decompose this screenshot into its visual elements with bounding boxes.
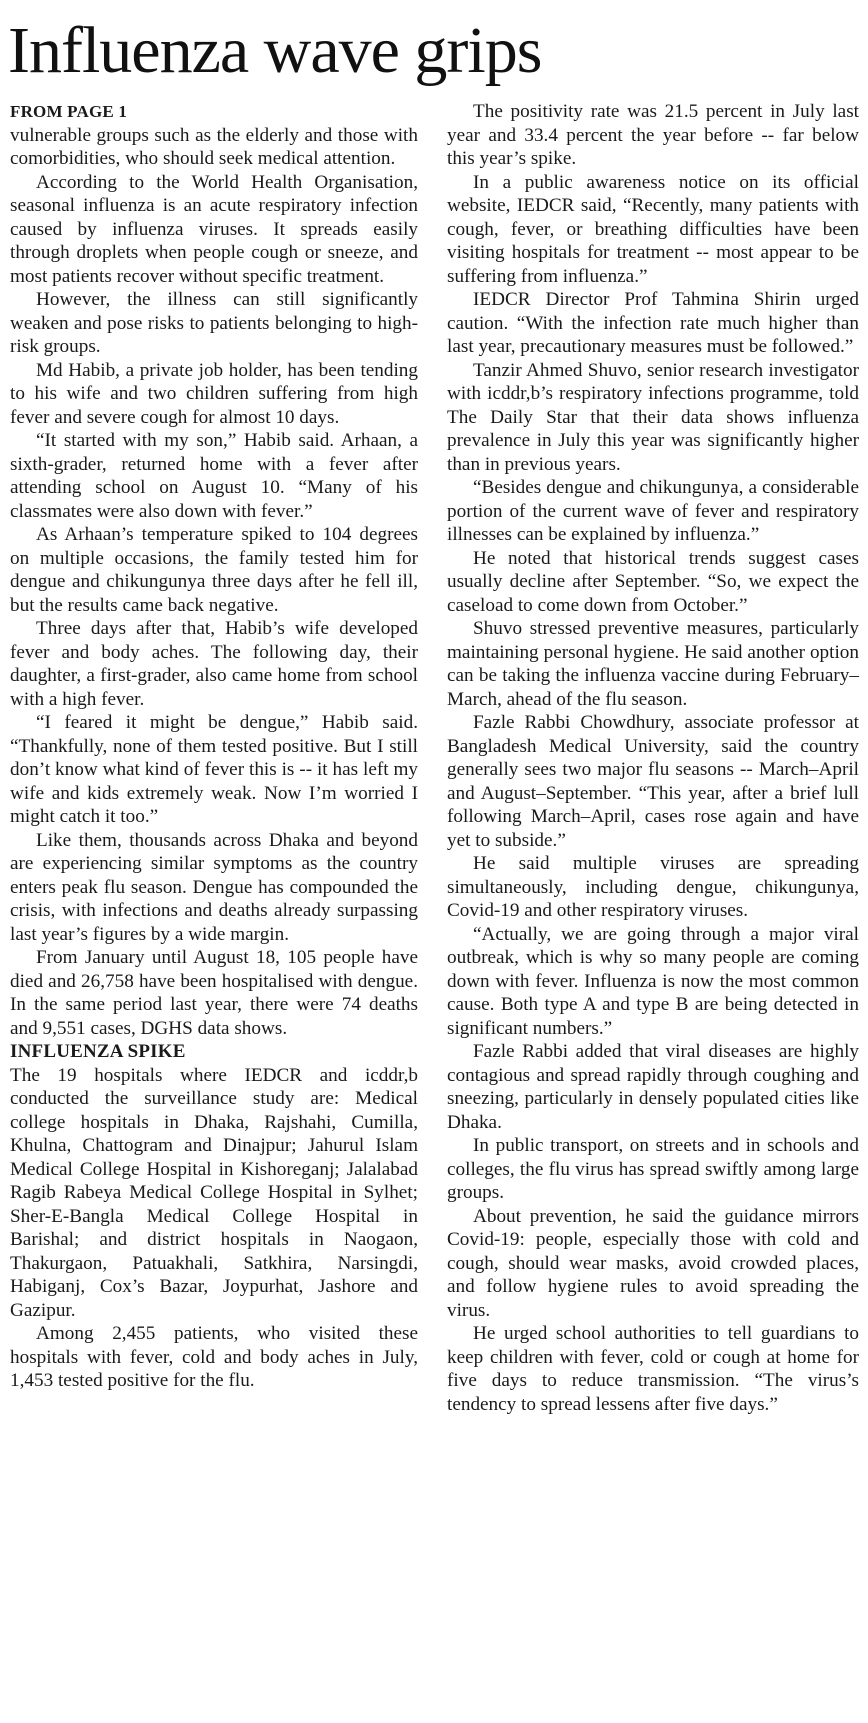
headline: Influenza wave grips [8,14,542,87]
paragraph: Three days after that, Habib’s wife developed fever and body aches. The following day, their daughter, a first-grader, also came home from school with a high fever. [10,618,418,710]
paragraph: He urged school authorities to tell guardians to keep children with fever, cold or cough at home for five days to reduce transmission. “The virus’s tendency to spread lessens after five days.” [447,1323,859,1415]
paragraph: However, the illness can still significantly weaken and pose risks to patients belonging to high-risk groups. [10,289,418,357]
paragraph: Like them, thousands across Dhaka and beyond are experiencing similar symptoms as the country enters peak flu season. Dengue has compounded the crisis, with infections and deaths already surpassing last year’s figures by a wide margin. [10,829,418,945]
paragraph: The positivity rate was 21.5 percent in July last year and 33.4 percent the year before -- far below this year’s spike. [447,101,859,169]
kicker: FROM PAGE 1 [10,102,128,121]
paragraph: Tanzir Ahmed Shuvo, senior research investigator with icddr,b’s respiratory infections programme, told The Daily Star that their data shows influenza prevalence in July this year was significantly higher than in previous years. [447,359,859,475]
paragraph: “It started with my son,” Habib said. Arhaan, a sixth-grader, returned home with a fever after attending school on August 10. “Many of his classmates were also down with fever.” [10,430,418,522]
paragraph: Among 2,455 patients, who visited these hospitals with fever, cold and body aches in July, 1,453 tested positive for the flu. [10,1323,418,1391]
paragraph: Fazle Rabbi Chowdhury, associate professor at Bangladesh Medical University, said the country generally sees two major flu seasons -- March–April and August–September. “This year, after a brief lull following March–April, cases rose again and have yet to subside.” [447,712,859,851]
right-column [447,100,859,1416]
paragraph: Shuvo stressed preventive measures, particularly maintaining personal hygiene. He said another option can be taking the influenza vaccine during February–March, ahead of the flu season. [447,618,859,710]
paragraph: He noted that historical trends suggest cases usually decline after September. “So, we expect the caseload to come down from October.” [447,547,859,616]
paragraph: “I feared it might be dengue,” Habib said. “Thankfully, none of them tested positive. But I still don’t know what kind of fever this is -- it has left my wife and kids extremely weak. Now I’m worried I might catch it too.” [10,712,418,827]
paragraph: According to the World Health Organisation, seasonal influenza is an acute respiratory infection caused by influenza viruses. It spreads easily through droplets when people cough or sneeze, and most patients recover without specific treatment. [10,171,418,287]
paragraph: From January until August 18, 105 people have died and 26,758 have been hospitalised with dengue. In the same period last year, there were 74 deaths and 9,551 cases, DGHS data shows. [10,947,418,1039]
paragraph: As Arhaan’s temperature spiked to 104 degrees on multiple occasions, the family tested him for dengue and chikungunya three days after he fell ill, but the results came back negative. [10,524,418,616]
paragraph: IEDCR Director Prof Tahmina Shirin urged caution. “With the infection rate much higher than last year, precautionary measures must be followed.” [447,289,859,357]
paragraph: Md Habib, a private job holder, has been tending to his wife and two children suffering from high fever and severe cough for almost 10 days. [10,359,418,428]
paragraph: In public transport, on streets and in schools and colleges, the flu virus has spread swiftly among large groups. [447,1135,859,1203]
paragraph: Fazle Rabbi added that viral diseases are highly contagious and spread rapidly through coughing and sneezing, particularly in densely populated cities like Dhaka. [447,1041,859,1133]
paragraph: vulnerable groups such as the elderly and those with comorbidities, who should seek medical attention. [10,124,418,169]
paragraph: He said multiple viruses are spreading simultaneously, including dengue, chikungunya, Covid-19 and other respiratory viruses. [447,853,859,921]
subheading: INFLUENZA SPIKE [10,1041,186,1062]
paragraph: “Besides dengue and chikungunya, a considerable portion of the current wave of fever and respiratory illnesses can be explained by influenza.” [447,477,859,545]
left-column [10,100,418,1393]
paragraph: “Actually, we are going through a major viral outbreak, which is why so many people are coming down with fever. Influenza is now the most common cause. Both type A and type B are being detected in significant numbers.” [447,923,859,1039]
paragraph: In a public awareness notice on its official website, IEDCR said, “Recently, many patients with cough, fever, or breathing difficulties have been visiting hospitals for treatment -- most appear to be suffering from influenza.” [447,171,859,287]
paragraph: About prevention, he said the guidance mirrors Covid-19: people, especially those with cold and cough, should wear masks, avoid crowded places, and follow hygiene rules to avoid spreading the virus. [447,1205,859,1321]
paragraph: The 19 hospitals where IEDCR and icddr,b conducted the surveillance study are: Medical college hospitals in Dhaka, Rajshahi, Cumilla, Khulna, Chattogram and Dinajpur; Jahurul Islam Medical College Hospital in Kishoreganj; Jalalabad Ragib Rabeya Medical College Hospital in Sylhet; Sher-E-Bangla Medical College Hospital in Barishal; and district hospitals in Naogaon, Thakurgaon, Patuakhali, Satkhira, Narsingdi, Habiganj, Cox’s Bazar, Joypurhat, Jashore and Gazipur. [10,1064,418,1321]
